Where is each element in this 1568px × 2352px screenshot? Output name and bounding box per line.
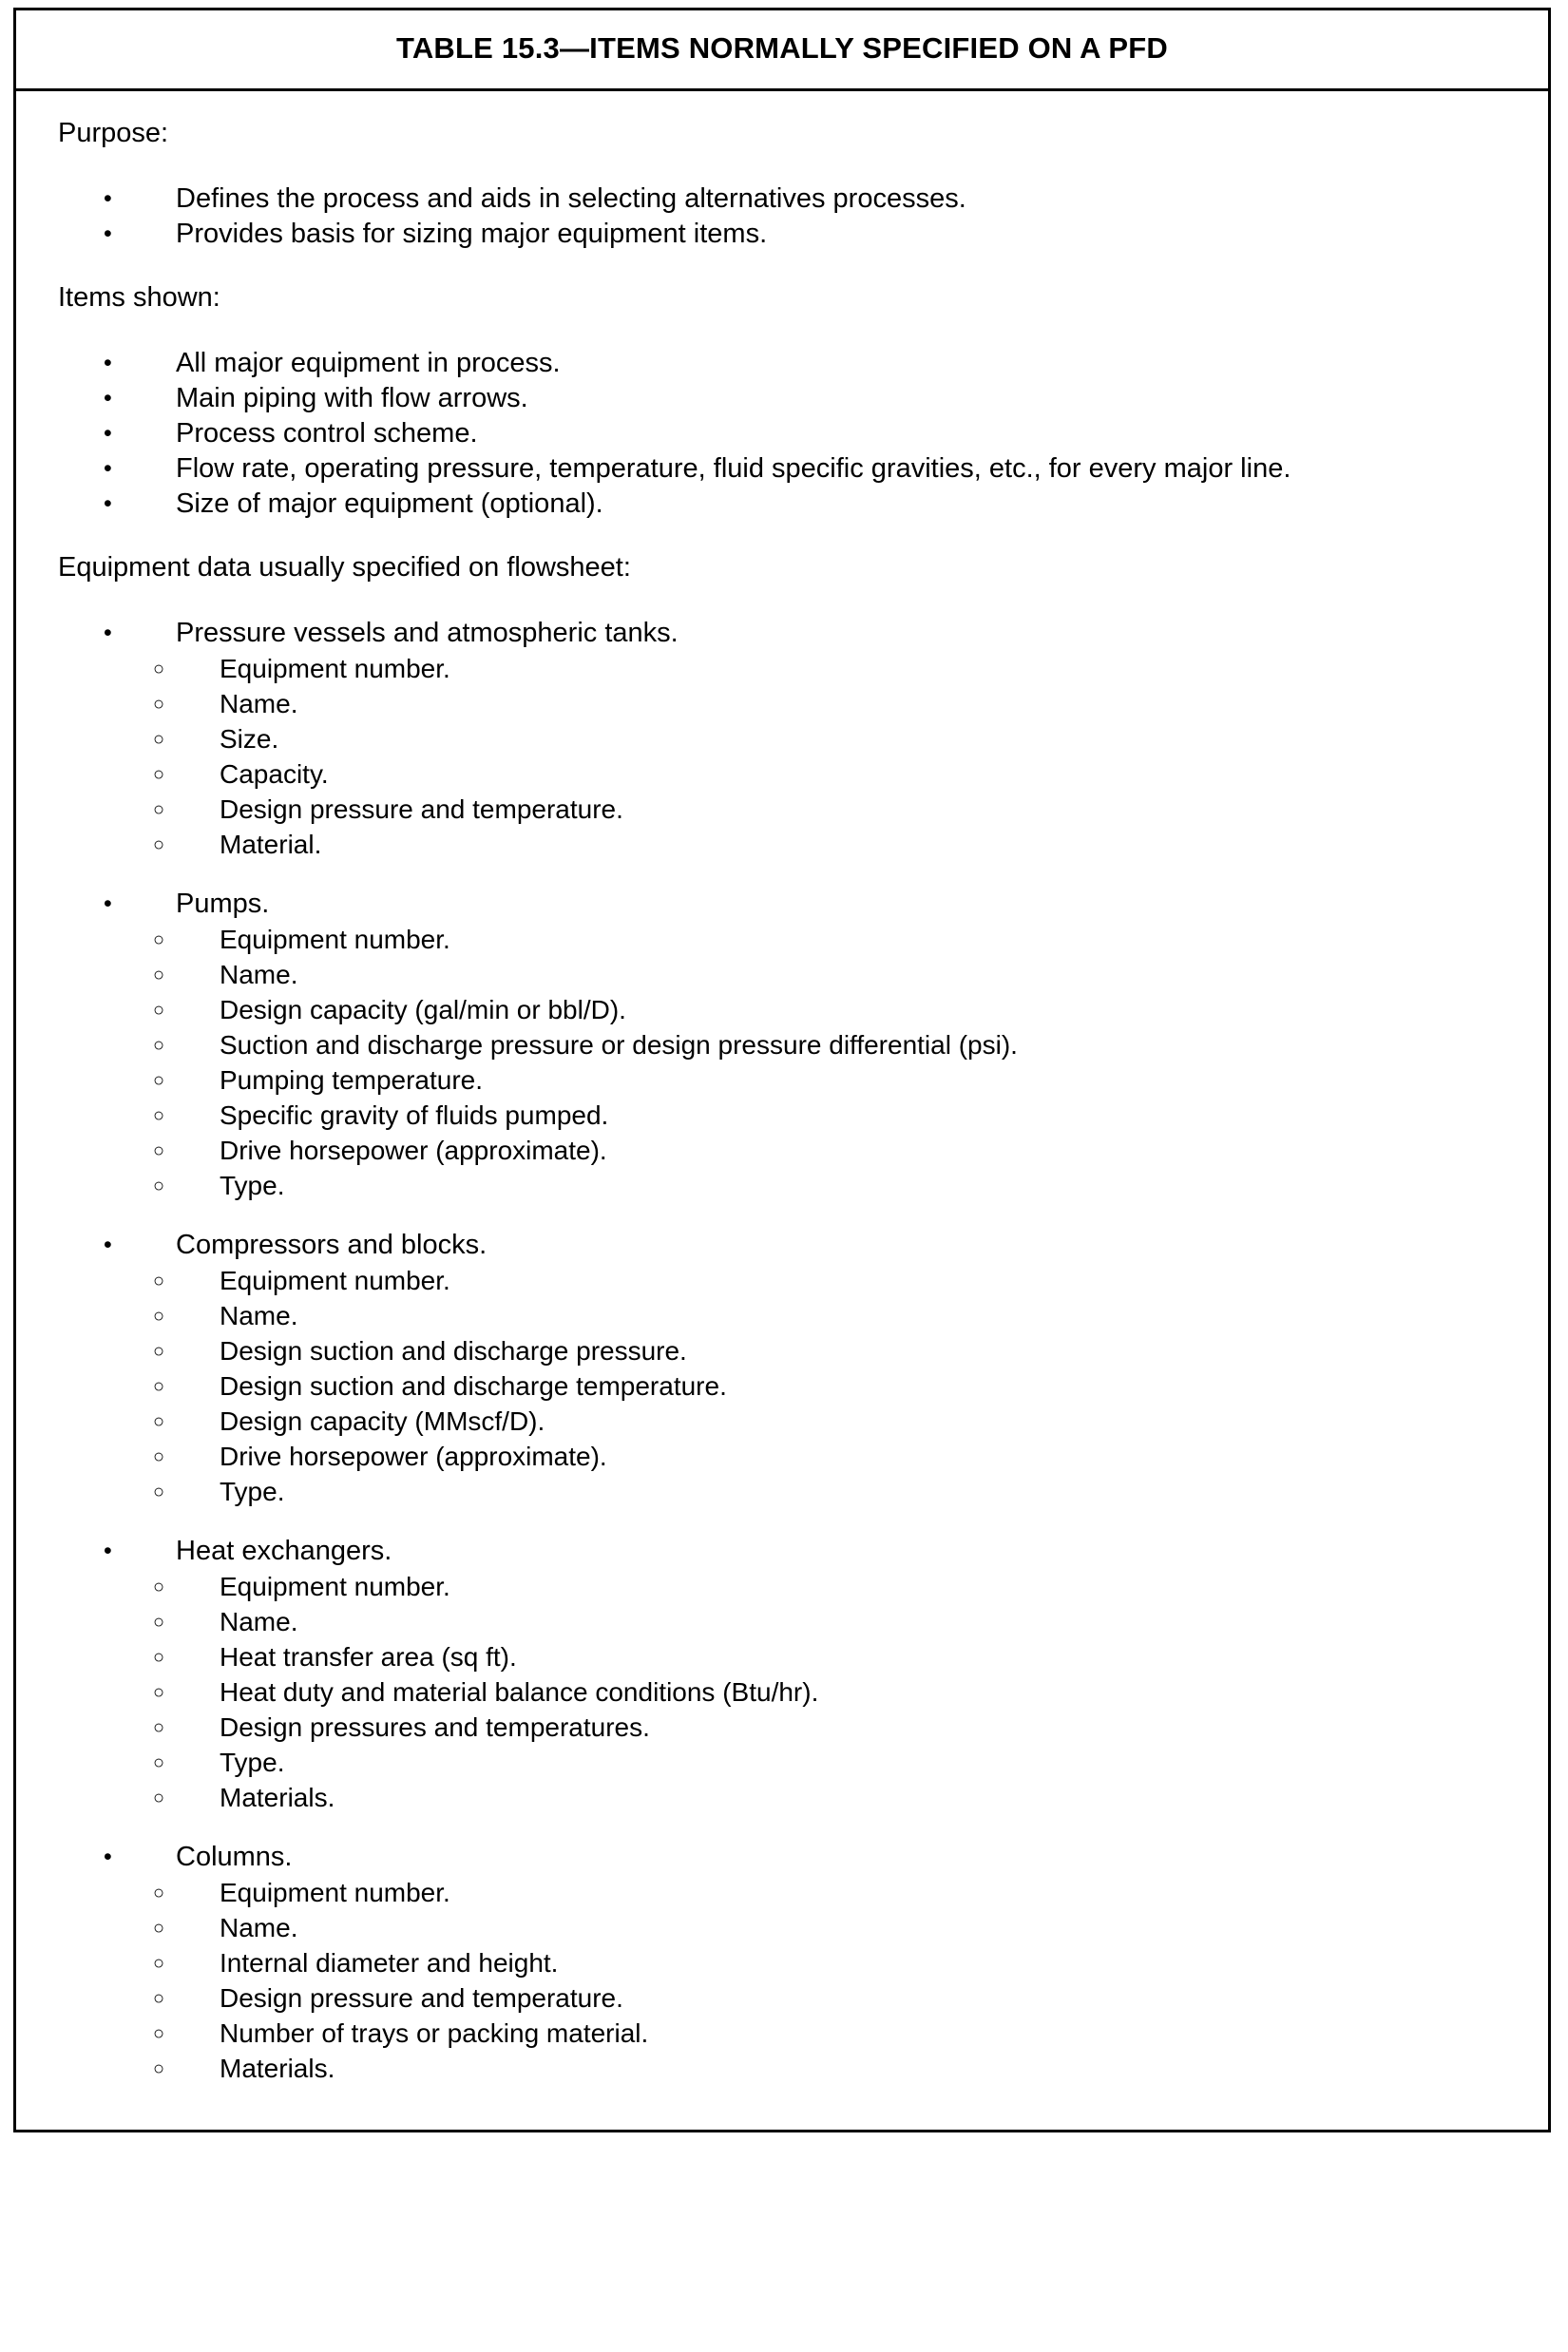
sub-list-item <box>48 1474 1520 1509</box>
sub-list-item-label: Equipment number. <box>220 925 450 954</box>
sub-list-item-label: Equipment number. <box>220 654 450 683</box>
list-item <box>48 346 1520 381</box>
bullet-icon: • <box>104 1232 112 1258</box>
section-items-shown <box>48 284 1520 554</box>
list-item-label: Defines the process and aids in selecting alternatives processes. <box>176 183 966 214</box>
sub-bullet-icon: ○ <box>153 1446 165 1467</box>
list-item <box>48 1534 1520 1569</box>
equipment-sub-list <box>48 1569 1520 1815</box>
sub-list-item-label: Suction and discharge pressure or design pressure differential (psi). <box>220 1030 1018 1060</box>
spacer <box>48 312 1520 346</box>
sub-list-item-label: Name. <box>220 689 298 718</box>
section-equipment-data <box>48 554 1520 2086</box>
bullet-icon: • <box>104 455 112 482</box>
bullet-icon: • <box>104 1844 112 1870</box>
sub-bullet-icon: ○ <box>153 1788 165 1808</box>
list-item <box>48 1228 1520 1263</box>
sub-list-item <box>48 1780 1520 1815</box>
sub-list-item-label: Materials. <box>220 1783 335 1812</box>
equipment-sub-list <box>48 651 1520 862</box>
bullet-icon: • <box>104 385 112 411</box>
sub-list-item-label: Heat transfer area (sq ft). <box>220 1642 517 1672</box>
sub-list-item <box>48 1639 1520 1674</box>
list-item <box>48 487 1520 522</box>
sub-list-item <box>48 1168 1520 1203</box>
sub-list-item <box>48 721 1520 756</box>
sub-list-item <box>48 792 1520 827</box>
sub-bullet-icon: ○ <box>153 1070 165 1091</box>
sub-bullet-icon: ○ <box>153 1306 165 1327</box>
bullet-icon: • <box>104 185 112 212</box>
list-item-label: Pumps. <box>176 889 270 919</box>
bullet-icon: • <box>104 420 112 447</box>
section-purpose <box>48 120 1520 284</box>
equipment-group-header-list <box>48 1534 1520 1569</box>
sub-list-item-label: Equipment number. <box>220 1572 450 1601</box>
sub-list-item-label: Design capacity (MMscf/D). <box>220 1406 545 1436</box>
sub-bullet-icon: ○ <box>153 929 165 950</box>
sub-list-item <box>48 992 1520 1027</box>
sub-bullet-icon: ○ <box>153 1482 165 1502</box>
sub-list-item-label: Name. <box>220 1607 298 1636</box>
list-item-label: Pressure vessels and atmospheric tanks. <box>176 618 679 648</box>
list-item <box>48 182 1520 217</box>
sub-bullet-icon: ○ <box>153 1035 165 1056</box>
section-heading: Equipment data usually specified on flowsheet: <box>58 552 631 583</box>
equipment-group-header-list <box>48 616 1520 651</box>
sub-bullet-icon: ○ <box>153 1140 165 1161</box>
list-item-label: Size of major equipment (optional). <box>176 488 603 519</box>
sub-list-item <box>48 2016 1520 2051</box>
sub-list-item <box>48 686 1520 721</box>
bullet-icon: • <box>104 620 112 646</box>
items-shown-list <box>48 346 1520 522</box>
sub-list-item-label: Heat duty and material balance conditions (Btu/hr). <box>220 1677 819 1707</box>
sub-bullet-icon: ○ <box>153 1577 165 1597</box>
sub-list-item-label: Type. <box>220 1748 285 1777</box>
bullet-icon: • <box>104 890 112 917</box>
sub-list-item-label: Size. <box>220 724 279 754</box>
sub-bullet-icon: ○ <box>153 1176 165 1196</box>
sub-list-item <box>48 1027 1520 1062</box>
list-item <box>48 1840 1520 1875</box>
sub-list-item <box>48 922 1520 957</box>
equipment-group-pressure-vessels <box>48 616 1520 862</box>
list-item <box>48 381 1520 416</box>
sub-list-item-label: Specific gravity of fluids pumped. <box>220 1100 609 1130</box>
list-item-label: Provides basis for sizing major equipment items. <box>176 219 768 249</box>
list-item <box>48 451 1520 487</box>
sub-list-item <box>48 1439 1520 1474</box>
sub-list-item <box>48 1133 1520 1168</box>
bullet-icon: • <box>104 350 112 376</box>
sub-list-item-label: Name. <box>220 960 298 989</box>
equipment-group-header-list <box>48 887 1520 922</box>
sub-list-item <box>48 1745 1520 1780</box>
sub-bullet-icon: ○ <box>153 965 165 985</box>
sub-bullet-icon: ○ <box>153 1341 165 1362</box>
sub-bullet-icon: ○ <box>153 1883 165 1903</box>
sub-bullet-icon: ○ <box>153 799 165 820</box>
sub-list-item-label: Design pressure and temperature. <box>220 794 623 824</box>
sub-list-item <box>48 1604 1520 1639</box>
table-15-3 <box>13 8 1551 2132</box>
sub-list-item-label: Design pressure and temperature. <box>220 1983 623 2013</box>
list-item-label: Process control scheme. <box>176 418 478 449</box>
sub-list-item-label: Name. <box>220 1913 298 1942</box>
sub-bullet-icon: ○ <box>153 729 165 750</box>
sub-bullet-icon: ○ <box>153 2058 165 2079</box>
sub-list-item-label: Materials. <box>220 2054 335 2083</box>
sub-list-item <box>48 1368 1520 1404</box>
sub-list-item-label: Number of trays or packing material. <box>220 2018 649 2048</box>
spacer <box>48 252 1520 284</box>
sub-bullet-icon: ○ <box>153 1988 165 2009</box>
sub-list-item-label: Equipment number. <box>220 1878 450 1907</box>
equipment-group-header-list <box>48 1228 1520 1263</box>
list-item-label: All major equipment in process. <box>176 348 561 378</box>
list-item <box>48 887 1520 922</box>
sub-list-item <box>48 957 1520 992</box>
sub-list-item-label: Drive horsepower (approximate). <box>220 1136 607 1165</box>
sub-bullet-icon: ○ <box>153 1271 165 1291</box>
sub-list-item <box>48 1674 1520 1710</box>
list-item <box>48 416 1520 451</box>
sub-list-item-label: Equipment number. <box>220 1266 450 1295</box>
spacer <box>48 582 1520 616</box>
sub-bullet-icon: ○ <box>153 1647 165 1668</box>
list-item <box>48 217 1520 252</box>
sub-bullet-icon: ○ <box>153 659 165 679</box>
sub-list-item-label: Capacity. <box>220 759 329 789</box>
sub-list-item <box>48 1404 1520 1439</box>
sub-list-item <box>48 1333 1520 1368</box>
sub-list-item <box>48 1298 1520 1333</box>
spacer <box>48 522 1520 554</box>
list-item-label: Compressors and blocks. <box>176 1230 488 1260</box>
sub-list-item <box>48 1263 1520 1298</box>
sub-bullet-icon: ○ <box>153 834 165 855</box>
list-item <box>48 616 1520 651</box>
purpose-list <box>48 182 1520 252</box>
sub-bullet-icon: ○ <box>153 1918 165 1939</box>
sub-bullet-icon: ○ <box>153 1376 165 1397</box>
sub-list-item <box>48 1710 1520 1745</box>
sub-list-item <box>48 1910 1520 1945</box>
table-header <box>16 10 1548 91</box>
sub-bullet-icon: ○ <box>153 1000 165 1021</box>
sub-bullet-icon: ○ <box>153 694 165 715</box>
sub-list-item-label: Design capacity (gal/min or bbl/D). <box>220 995 626 1024</box>
table-title: TABLE 15.3—ITEMS NORMALLY SPECIFIED ON A PFD <box>395 31 1169 65</box>
sub-list-item-label: Pumping temperature. <box>220 1065 484 1095</box>
bullet-icon: • <box>104 1538 112 1564</box>
section-heading: Items shown: <box>58 282 220 313</box>
sub-bullet-icon: ○ <box>153 1682 165 1703</box>
sub-list-item-label: Design suction and discharge temperature. <box>220 1371 727 1401</box>
bullet-icon: • <box>104 220 112 247</box>
sub-bullet-icon: ○ <box>153 1411 165 1432</box>
equipment-sub-list <box>48 1875 1520 2086</box>
sub-list-item-label: Drive horsepower (approximate). <box>220 1442 607 1471</box>
list-item-label: Columns. <box>176 1842 293 1872</box>
spacer <box>48 147 1520 182</box>
equipment-group-columns <box>48 1840 1520 2086</box>
equipment-group-pumps <box>48 887 1520 1203</box>
table-body <box>16 91 1548 2130</box>
equipment-group-header-list <box>48 1840 1520 1875</box>
sub-list-item-label: Design suction and discharge pressure. <box>220 1336 687 1366</box>
sub-bullet-icon: ○ <box>153 2023 165 2044</box>
list-item-label: Main piping with flow arrows. <box>176 383 528 413</box>
bullet-icon: • <box>104 490 112 517</box>
sub-list-item-label: Material. <box>220 830 322 859</box>
section-heading: Purpose: <box>58 118 169 148</box>
list-item-label: Heat exchangers. <box>176 1536 392 1566</box>
sub-list-item-label: Internal diameter and height. <box>220 1948 559 1978</box>
sub-list-item <box>48 1098 1520 1133</box>
sub-bullet-icon: ○ <box>153 1752 165 1773</box>
sub-list-item <box>48 1062 1520 1098</box>
sub-list-item-label: Type. <box>220 1477 285 1506</box>
sub-list-item <box>48 1980 1520 2016</box>
sub-list-item <box>48 1875 1520 1910</box>
sub-list-item <box>48 1945 1520 1980</box>
list-item-label: Flow rate, operating pressure, temperature, fluid specific gravities, etc., for every major line. <box>176 453 1291 484</box>
sub-bullet-icon: ○ <box>153 1953 165 1974</box>
sub-list-item <box>48 2051 1520 2086</box>
sub-bullet-icon: ○ <box>153 764 165 785</box>
equipment-group-compressors <box>48 1228 1520 1509</box>
sub-list-item-label: Type. <box>220 1171 285 1200</box>
equipment-sub-list <box>48 922 1520 1203</box>
sub-list-item-label: Name. <box>220 1301 298 1330</box>
equipment-sub-list <box>48 1263 1520 1509</box>
sub-list-item-label: Design pressures and temperatures. <box>220 1712 650 1742</box>
sub-bullet-icon: ○ <box>153 1105 165 1126</box>
sub-list-item <box>48 756 1520 792</box>
sub-list-item <box>48 1569 1520 1604</box>
sub-bullet-icon: ○ <box>153 1612 165 1633</box>
sub-list-item <box>48 651 1520 686</box>
sub-list-item <box>48 827 1520 862</box>
sub-bullet-icon: ○ <box>153 1717 165 1738</box>
equipment-group-heat-exchangers <box>48 1534 1520 1815</box>
